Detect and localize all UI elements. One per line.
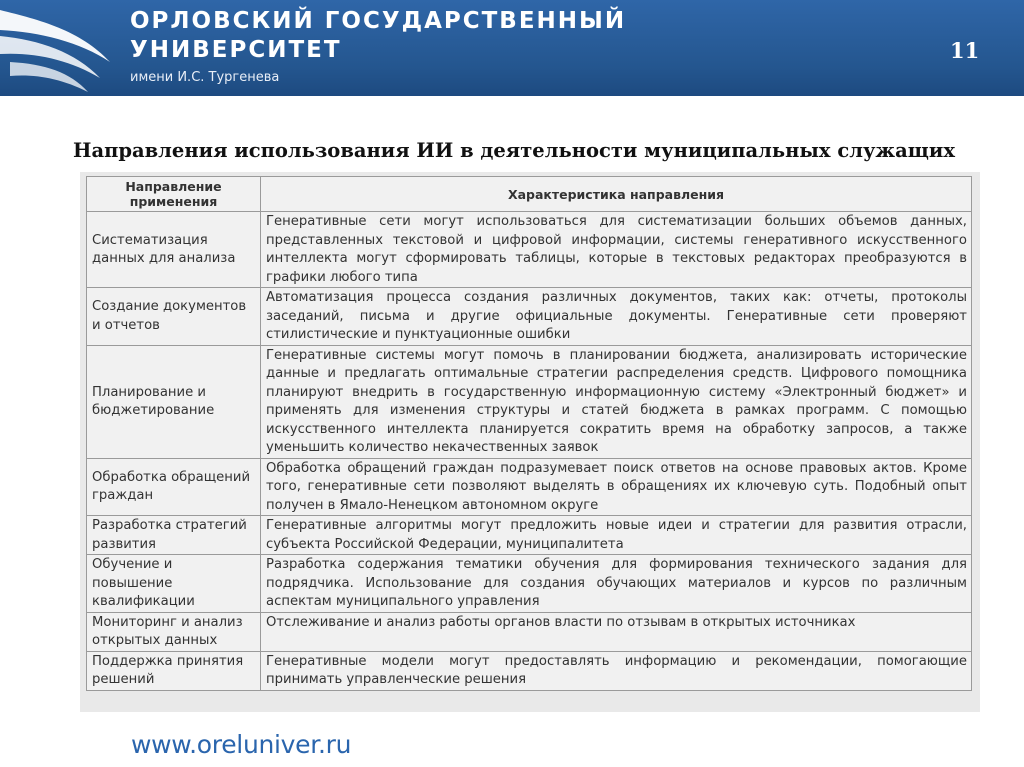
row-description: Отслеживание и анализ работы органов власти по отзывам в открытых источниках: [261, 612, 972, 651]
row-direction: Обработка обращений граждан: [87, 458, 261, 516]
header-banner: [0, 0, 1024, 96]
table-row: [87, 555, 972, 613]
table-row: [87, 516, 972, 555]
row-description: Генеративные системы могут помочь в планировании бюджета, анализировать исторические данные и предлагать оптимальные стратегии распределения средств. Цифрового помощника планируют внедрить в государственную информационную систему «Электронный бюджет» и применять для изменения структуры и статей бюджета в рамках программ. С помощью искусственного интеллекта планируется сократить время на обработку запросов, а также уменьшить количество некачественных заявок: [261, 345, 972, 458]
slide-title: Направления использования ИИ в деятельности муниципальных служащих: [73, 139, 955, 162]
row-direction: Обучение и повышение квалификации: [87, 555, 261, 613]
ai-directions-table: [86, 176, 972, 691]
row-direction: Создание документов и отчетов: [87, 288, 261, 346]
row-description: Обработка обращений граждан подразумевает поиск ответов на основе правовых актов. Кроме того, генеративные сети позволяют выделять в обращениях их ключевую суть. Подобный опыт получен в Ямало-Ненецком автономном округе: [261, 458, 972, 516]
table-scan-background: [80, 172, 980, 712]
table-row: [87, 612, 972, 651]
table-row: [87, 345, 972, 458]
table-row: [87, 458, 972, 516]
row-direction: Разработка стратегий развития: [87, 516, 261, 555]
header-direction: Направление применения: [87, 177, 261, 212]
table-row: [87, 651, 972, 690]
row-description: Генеративные сети могут использоваться для систематизации больших объемов данных, представленных текстовой и цифровой информации, системы генеративного искусственного интеллекта могут сформировать таблицы, которые в текстовых редакторах преобразуются в графики любого типа: [261, 212, 972, 288]
row-description: Автоматизация процесса создания различных документов, таких как: отчеты, протоколы заседаний, письма и другие официальные документы. Генеративные сети проверяют стилистические и пунктуационные ошибки: [261, 288, 972, 346]
university-name-line3: имени И.С. Тургенева: [130, 70, 280, 85]
table-row: [87, 212, 972, 288]
row-direction: Систематизация данных для анализа: [87, 212, 261, 288]
header-characteristic: Характеристика направления: [261, 177, 972, 212]
university-name-line1: ОРЛОВСКИЙ ГОСУДАРСТВЕННЫЙ: [130, 8, 627, 34]
table-row: [87, 288, 972, 346]
row-direction: Планирование и бюджетирование: [87, 345, 261, 458]
row-description: Генеративные модели могут предоставлять информацию и рекомендации, помогающие принимать управленческие решения: [261, 651, 972, 690]
slide-number: 11: [950, 38, 980, 63]
table-header-row: [87, 177, 972, 212]
row-description: Генеративные алгоритмы могут предложить новые идеи и стратегии для развития отрасли, субъекта Российской Федерации, муниципалитета: [261, 516, 972, 555]
university-wing-logo-icon: [0, 0, 130, 96]
university-name-line2: УНИВЕРСИТЕТ: [130, 37, 342, 63]
website-url: www.oreluniver.ru: [131, 730, 352, 759]
row-direction: Мониторинг и анализ открытых данных: [87, 612, 261, 651]
row-direction: Поддержка принятия решений: [87, 651, 261, 690]
row-description: Разработка содержания тематики обучения для формирования технического задания для подрядчика. Использование для создания обучающих материалов и курсов по различным аспектам муниципального управления: [261, 555, 972, 613]
